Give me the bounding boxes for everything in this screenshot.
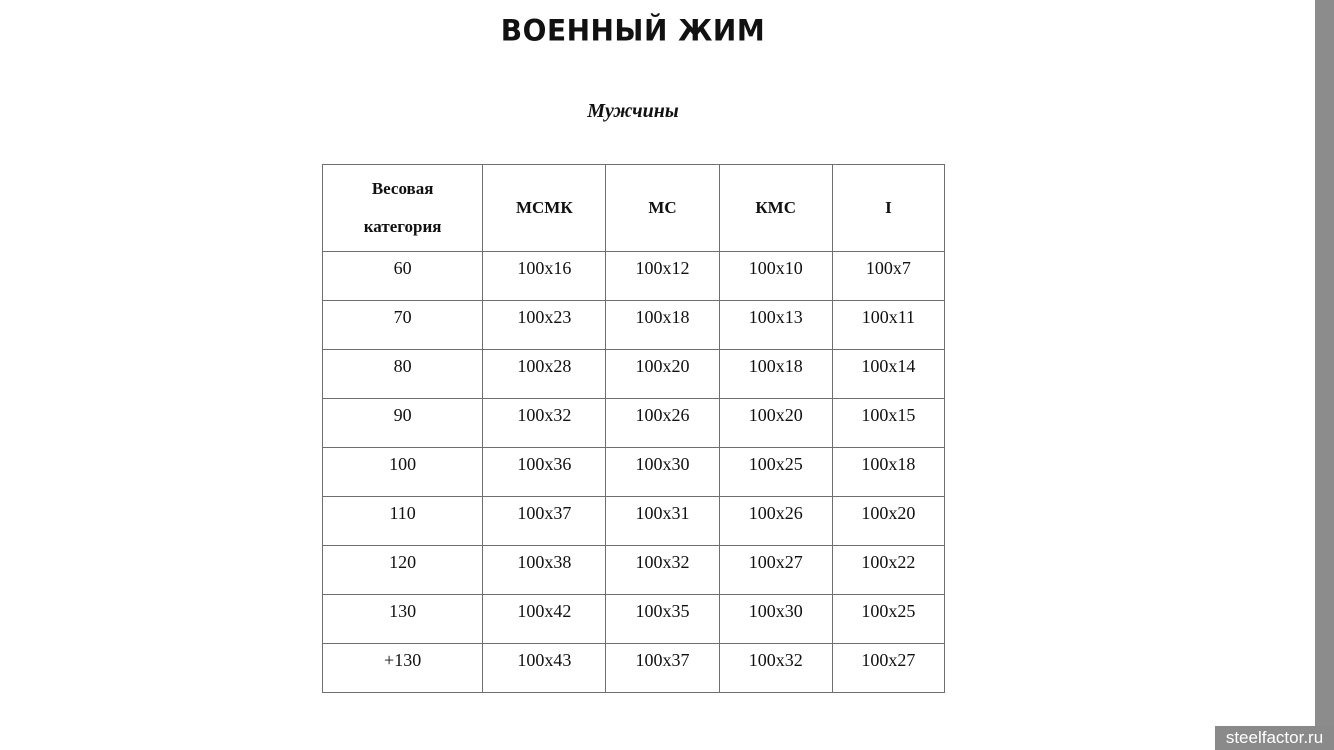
weight-cell: 80 [323, 350, 483, 399]
msmk-cell: 100x32 [483, 399, 606, 448]
msmk-cell: 100x23 [483, 301, 606, 350]
table-row [323, 595, 945, 644]
kms-cell: 100x27 [719, 546, 832, 595]
section-subtitle: Мужчины [587, 100, 679, 122]
watermark: steelfactor.ru [1215, 726, 1334, 750]
table-row [323, 448, 945, 497]
msmk-cell: 100x28 [483, 350, 606, 399]
msmk-cell: 100x37 [483, 497, 606, 546]
weight-cell: 130 [323, 595, 483, 644]
msmk-cell: 100x43 [483, 644, 606, 693]
scrollbar[interactable] [1315, 0, 1334, 750]
first-class-cell: 100x25 [832, 595, 944, 644]
table-header-row [323, 165, 945, 252]
header-weight-category-line1: Весовая [371, 179, 434, 198]
ms-cell: 100x30 [606, 448, 719, 497]
kms-cell: 100x25 [719, 448, 832, 497]
msmk-cell: 100x38 [483, 546, 606, 595]
kms-cell: 100x20 [719, 399, 832, 448]
page-title: ВОЕННЫЙ ЖИМ [500, 13, 766, 48]
table-row [323, 497, 945, 546]
table-row [323, 399, 945, 448]
first-class-cell: 100x20 [832, 497, 944, 546]
ms-cell: 100x26 [606, 399, 719, 448]
first-class-cell: 100x27 [832, 644, 944, 693]
table-body [323, 252, 945, 693]
weight-cell: 120 [323, 546, 483, 595]
kms-cell: 100x32 [719, 644, 832, 693]
first-class-cell: 100x22 [832, 546, 944, 595]
standards-table [322, 164, 945, 693]
first-class-cell: 100x14 [832, 350, 944, 399]
header-kms: КМС [719, 165, 832, 252]
ms-cell: 100x31 [606, 497, 719, 546]
first-class-cell: 100x7 [832, 252, 944, 301]
kms-cell: 100x18 [719, 350, 832, 399]
kms-cell: 100x30 [719, 595, 832, 644]
kms-cell: 100x13 [719, 301, 832, 350]
ms-cell: 100x37 [606, 644, 719, 693]
weight-cell: +130 [323, 644, 483, 693]
weight-cell: 60 [323, 252, 483, 301]
msmk-cell: 100x42 [483, 595, 606, 644]
header-first-class: I [832, 165, 944, 252]
header-weight-category [323, 165, 483, 252]
table-row [323, 252, 945, 301]
table-row [323, 350, 945, 399]
table-row [323, 301, 945, 350]
ms-cell: 100x35 [606, 595, 719, 644]
msmk-cell: 100x36 [483, 448, 606, 497]
table-row [323, 546, 945, 595]
kms-cell: 100x10 [719, 252, 832, 301]
ms-cell: 100x20 [606, 350, 719, 399]
kms-cell: 100x26 [719, 497, 832, 546]
first-class-cell: 100x11 [832, 301, 944, 350]
ms-cell: 100x12 [606, 252, 719, 301]
table-row [323, 644, 945, 693]
first-class-cell: 100x15 [832, 399, 944, 448]
weight-cell: 110 [323, 497, 483, 546]
ms-cell: 100x32 [606, 546, 719, 595]
ms-cell: 100x18 [606, 301, 719, 350]
header-weight-category-line2: категория [363, 217, 442, 236]
header-msmk: МСМК [483, 165, 606, 252]
weight-cell: 70 [323, 301, 483, 350]
header-ms: МС [606, 165, 719, 252]
msmk-cell: 100x16 [483, 252, 606, 301]
weight-cell: 90 [323, 399, 483, 448]
first-class-cell: 100x18 [832, 448, 944, 497]
weight-cell: 100 [323, 448, 483, 497]
